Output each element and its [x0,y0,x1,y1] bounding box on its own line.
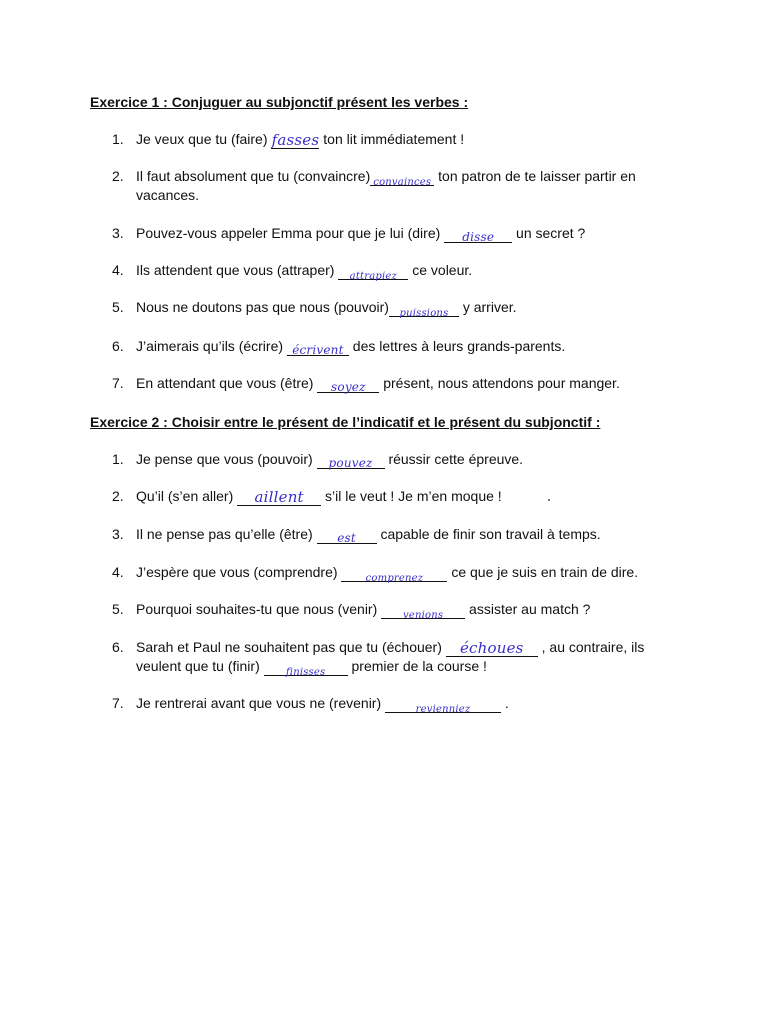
handwritten-answer: disse [462,230,495,244]
handwritten-answer: est [337,531,356,545]
sentence-start: Pourquoi souhaites-tu que nous (venir) [136,601,382,617]
sentence-start: Pouvez-vous appeler Emma pour que je lui (dire) [136,225,445,241]
sentence-end: y arriver. [458,299,517,315]
sentence-start: Sarah et Paul ne souhaitent pas que tu (échouer) [136,639,446,655]
answer-blank [381,602,465,619]
item-number: 1. [112,131,124,147]
answer-blank [444,226,512,243]
handwritten-answer: revienniez [415,704,471,715]
handwritten-answer: convainces [373,177,432,188]
answer-blank [317,527,377,544]
item-number: 1. [112,451,124,467]
answer-blank-2 [264,659,348,676]
sentence-end: assister au match ? [465,601,591,617]
handwritten-answer: attrapiez [349,271,397,282]
answer-blank [237,489,321,506]
item-number: 6. [112,639,124,655]
handwritten-answer-2: finisses [285,667,326,678]
sentence-end: . [501,695,509,711]
sentence-start: Je rentrerai avant que vous ne (revenir) [136,695,386,711]
answer-blank [446,640,538,657]
answer-blank [385,696,501,713]
sentence-start: Je veux que tu (faire) [136,131,272,147]
handwritten-answer: pouvez [328,456,373,470]
sentence-end: ton lit immédiatement ! [319,131,465,147]
exercise-2-heading: Exercice 2 : Choisir entre le présent de l’indicatif et le présent du subjonctif : [90,414,601,430]
handwritten-answer: échoues [459,639,524,657]
sentence-end: présent, nous attendons pour manger. [379,375,620,391]
stray-dot [548,499,550,501]
sentence-start: J’aimerais qu’ils (écrire) [136,338,287,354]
sentence-end: ce que je suis en train de dire. [447,564,639,580]
handwritten-answer: soyez [331,380,366,394]
item-number: 4. [112,262,124,278]
sentence-end: réussir cette épreuve. [384,451,524,467]
answer-blank [338,263,408,280]
sentence-start: Il faut absolument que tu (convaincre) [136,168,371,184]
handwritten-answer: écrivent [292,343,344,357]
sentence-end: ton patron de te laisser partir en vacances. [136,168,636,203]
sentence-start: Ils attendent que vous (attraper) [136,262,339,278]
item-number: 2. [112,168,124,184]
sentence-start: Il ne pense pas qu’elle (être) [136,526,317,542]
item-number: 7. [112,375,124,391]
sentence-end: capable de finir son travail à temps. [376,526,601,542]
answer-blank [370,169,434,186]
answer-blank [317,376,379,393]
handwritten-answer: fasses [271,131,320,149]
item-number: 5. [112,299,124,315]
item-number: 4. [112,564,124,580]
item-number: 3. [112,526,124,542]
handwritten-answer: puissions [399,308,449,319]
item-number: 5. [112,601,124,617]
sentence-end: des lettres à leurs grands-parents. [348,338,566,354]
item-number: 2. [112,488,124,504]
sentence-start: J’espère que vous (comprendre) [136,564,342,580]
sentence-start: Qu’il (s’en aller) [136,488,238,504]
sentence-end: un secret ? [512,225,586,241]
answer-blank [341,565,447,582]
sentence-start: Je pense que vous (pouvoir) [136,451,317,467]
answer-blank [317,452,385,469]
answer-blank [287,339,349,356]
item-number: 7. [112,695,124,711]
sentence-end: ce voleur. [408,262,473,278]
handwritten-answer: comprenez [365,573,424,584]
sentence-end: s’il le veut ! Je m’en moque ! [321,488,502,504]
item-number: 6. [112,338,124,354]
exercise-1-heading: Exercice 1 : Conjuguer au subjonctif présent les verbes : [90,94,469,110]
answer-blank [389,300,459,317]
sentence-end: premier de la course ! [347,658,487,674]
sentence-middle: , au contraire, ils veulent que tu (finir) [136,639,645,674]
sentence-start: En attendant que vous (être) [136,375,318,391]
handwritten-answer: aillent [254,488,304,506]
sentence-start: Nous ne doutons pas que nous (pouvoir) [136,299,389,315]
handwritten-answer: venions [403,610,444,621]
item-number: 3. [112,225,124,241]
answer-blank [271,132,319,149]
